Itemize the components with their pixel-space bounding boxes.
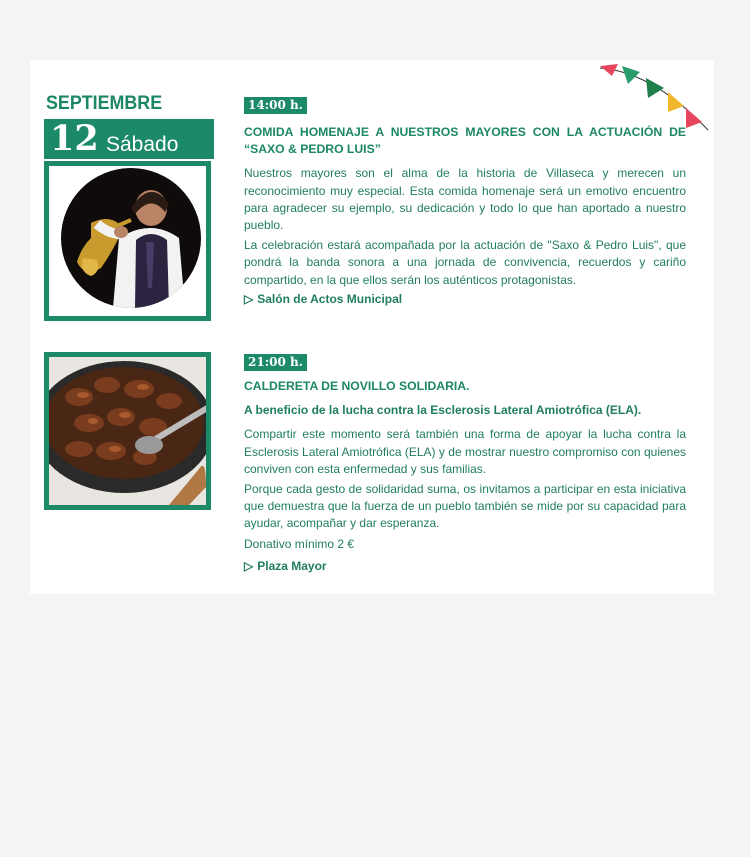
stew-photo-frame (44, 352, 211, 510)
event-time-2: 21:00 h. (244, 354, 307, 371)
event-1-paragraph-2: La celebración estará acompañada por la actuación de "Saxo & Pedro Luis", que pondrá la banda sonora a una jornada de convivencia, recuerdos y cariño compartido, en la que ellos serán los auténticos protagonistas. (244, 238, 686, 287)
location-arrow-icon: ▷ (244, 558, 254, 573)
event-1-location-text: Salón de Actos Municipal (257, 291, 403, 306)
month-label: SEPTIEMBRE (46, 93, 163, 114)
day-number: 12 (50, 118, 99, 159)
event-2-subtitle: A beneficio de la lucha contra la Esclerosis Lateral Amiotrófica (ELA). (244, 403, 642, 418)
event-2-location-text: Plaza Mayor (257, 558, 327, 573)
weekday-label: Sábado (106, 133, 179, 156)
event-2-location (244, 558, 686, 575)
event-2-details (244, 378, 686, 575)
event-1-title: COMIDA HOMENAJE A NUESTROS MAYORES CON LA ACTUACIÓN DE “SAXO & PEDRO LUIS” (244, 125, 686, 157)
event-2-title: CALDERETA DE NOVILLO SOLIDARIA. (244, 379, 470, 393)
event-2-paragraph-1: Compartir este momento será también una forma de apoyar la lucha contra la Esclerosis Lateral Amiotrófica (ELA) y de mostrar nuestro compromiso con quienes conviven con esta enfermedad y sus familias. (244, 427, 686, 476)
event-2-note: Donativo mínimo 2 € (244, 536, 355, 551)
program-card (30, 60, 714, 594)
event-1-details (244, 124, 686, 308)
event-2-paragraph-2: Porque cada gesto de solidaridad suma, os invitamos a participar en esta iniciativa que demuestra que la fuerza de un pueblo también se mide por su capacidad para ayudar, acompañar y dar esperanza. (244, 482, 686, 531)
event-1-location (244, 291, 686, 308)
location-arrow-icon: ▷ (244, 291, 254, 306)
date-badge (44, 119, 214, 159)
stew-photo (49, 357, 206, 505)
event-1-paragraph-1: Nuestros mayores son el alma de la historia de Villaseca y merecen un reconocimiento muy especial. Esta comida homenaje será un emotivo encuentro para agradecer su ejemplo, su dedicación y todo lo que han aportado a nuestro pueblo. (244, 166, 686, 233)
event-time-1: 14:00 h. (244, 97, 307, 114)
saxophonist-photo (61, 168, 201, 308)
saxophonist-photo-frame (44, 161, 211, 321)
